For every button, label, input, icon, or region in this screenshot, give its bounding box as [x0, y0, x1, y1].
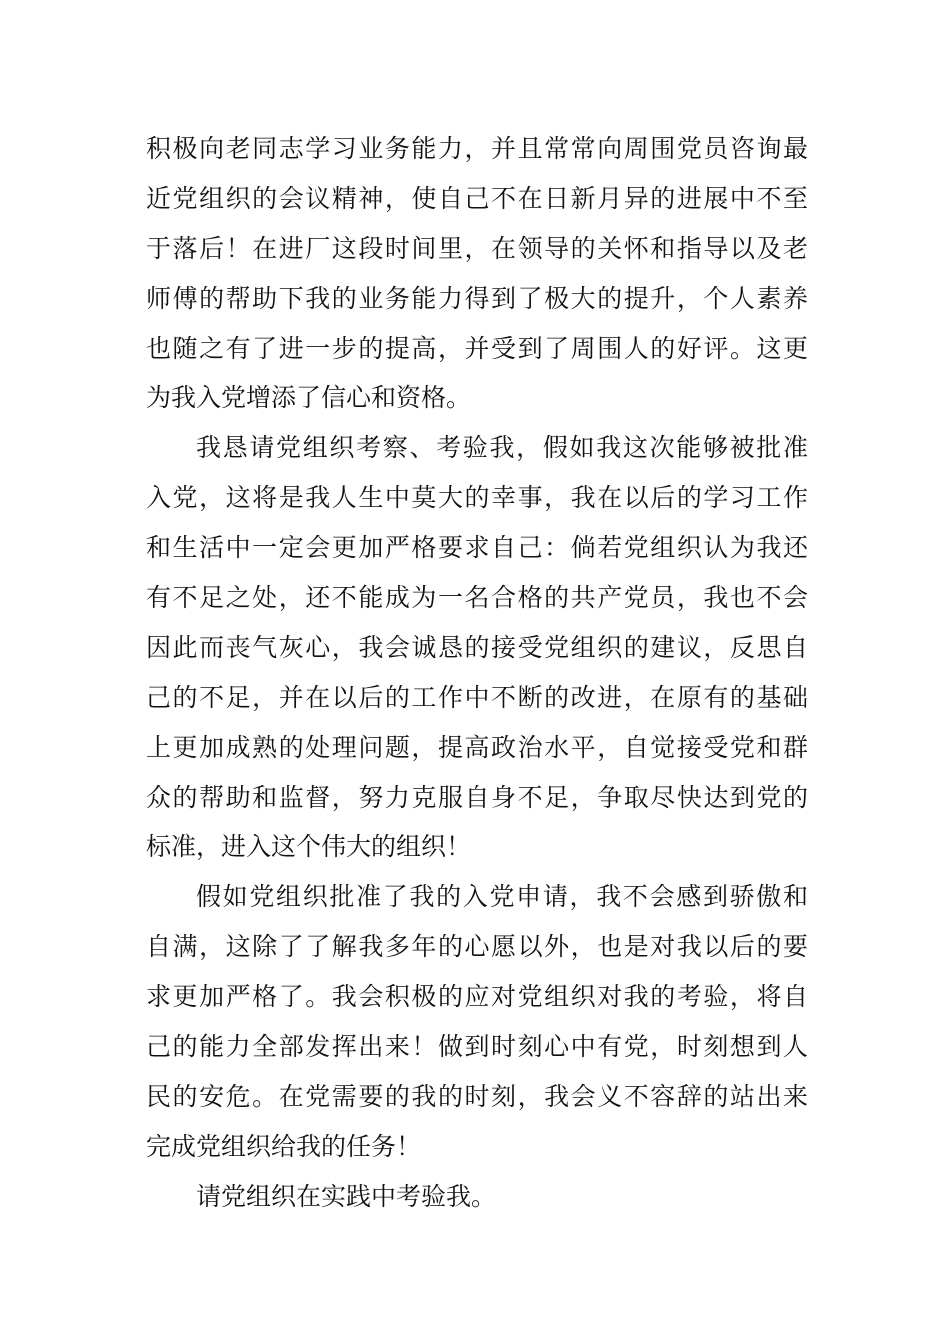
text-line: 求更加严格了。我会积极的应对党组织对我的考验，将自	[146, 982, 808, 1012]
text-line: 入党，这将是我人生中莫大的幸事，我在以后的学习工作	[146, 483, 808, 513]
text-line: 也随之有了进一步的提高，并受到了周围人的好评。这更	[146, 333, 808, 363]
text-line: 积极向老同志学习业务能力，并且常常向周围党员咨询最	[146, 134, 808, 163]
text-line: 上更加成熟的处理问题，提高政治水平，自觉接受党和群	[146, 732, 808, 762]
text-line: 己的不足，并在以后的工作中不断的改进，在原有的基础	[146, 682, 808, 712]
text-line: 请党组织在实践中考验我。	[196, 1181, 497, 1211]
text-line: 我恳请党组织考察、考验我，假如我这次能够被批准	[196, 433, 808, 463]
body-text	[146, 124, 808, 1222]
text-line: 和生活中一定会更加严格要求自己：倘若党组织认为我还	[146, 533, 808, 563]
text-line: 师傅的帮助下我的业务能力得到了极大的提升，个人素养	[146, 283, 808, 313]
text-line: 完成党组织给我的任务！	[146, 1131, 422, 1161]
text-line: 因此而丧气灰心，我会诚恳的接受党组织的建议，反思自	[146, 632, 808, 662]
text-line: 为我入党增添了信心和资格。	[146, 383, 472, 413]
text-line: 己的能力全部发挥出来！做到时刻心中有党，时刻想到人	[146, 1032, 808, 1062]
text-line: 于落后！在进厂这段时间里，在领导的关怀和指导以及老	[146, 233, 808, 263]
text-line: 自满，这除了了解我多年的心愿以外，也是对我以后的要	[146, 932, 808, 962]
text-line: 假如党组织批准了我的入党申请，我不会感到骄傲和	[196, 882, 808, 912]
text-line: 近党组织的会议精神，使自己不在日新月异的进展中不至	[146, 183, 808, 213]
text-line: 有不足之处，还不能成为一名合格的共产党员，我也不会	[146, 583, 808, 613]
text-line: 民的安危。在党需要的我的时刻，我会义不容辞的站出来	[146, 1081, 808, 1111]
text-line: 标准，进入这个伟大的组织！	[146, 832, 472, 862]
text-line: 众的帮助和监督，努力克服自身不足，争取尽快达到党的	[146, 782, 808, 812]
